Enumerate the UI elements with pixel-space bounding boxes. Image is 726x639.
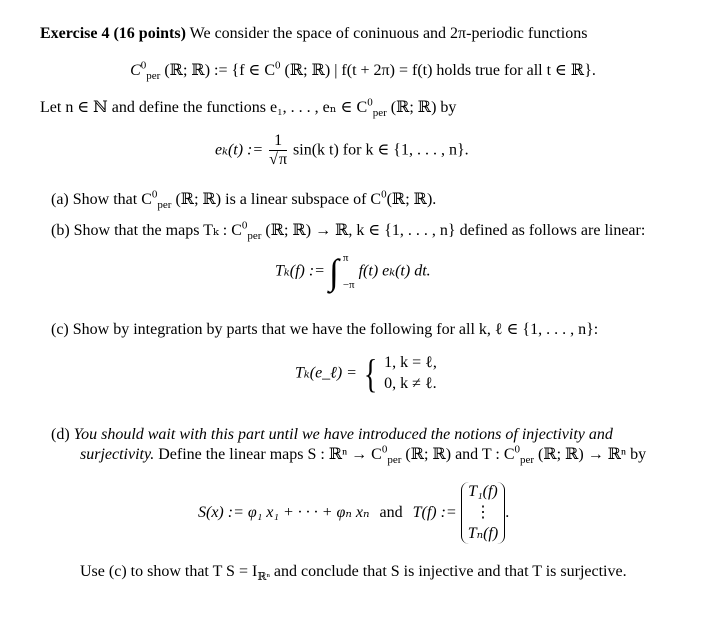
- part-d-line1: (d) You should wait with this part until we have introduced the notions of injectivity and: [51, 426, 613, 443]
- part-a: (a) Show that $C^0_{per}$ (ℝ; ℝ) is a linear subspace of $C^0(ℝ$; ℝ).: [51, 188, 437, 212]
- tk-definition: Tₖ(f) := ∫ π −π f(t) eₖ(t) dt.: [275, 252, 431, 292]
- integral-limits: π −π: [342, 252, 355, 291]
- ek-fraction: $\frac{1}{√\pi}$: [269, 132, 288, 169]
- part-d-line2: surjectivity. Define the linear maps S : ℝⁿ → $C^0_{per}$ (ℝ; ℝ) and T : $C^0_{per}$ (ℝ; ℝ) → ℝⁿ by: [80, 443, 647, 467]
- exercise-heading: Exercise 4 (16 points): [40, 25, 186, 42]
- part-d-conclusion: Use (c) to show that T $S = I_{ℝ^n}$ and conclude that S is injective and that T is surjective.: [80, 563, 627, 584]
- part-b: (b) Show that the maps Tₖ : $C^0_{per}$ (ℝ; ℝ) → ℝ, k ∈ {1, . . . , n} defined as follows are linear:: [51, 219, 646, 243]
- s-t-definitions: S(x) := φ₁ x₁ + · · · + φₙ xₙ and T(f) := T₁(f) ⋮ Tₙ(f) .: [198, 482, 509, 544]
- ek-definition: eₖ(t) := $\frac{1}{√\pi}$ sin(k t) for k ∈ {1, . . . , n}.: [215, 132, 469, 169]
- integral-sign: ∫: [328, 252, 339, 292]
- exercise-intro-text: We consider the space of coninuous and 2π-periodic functions: [189, 25, 588, 42]
- cases: 1, k = ℓ, 0, k ≠ ℓ.: [384, 354, 437, 392]
- t-vector: T₁(f) ⋮ Tₙ(f): [461, 482, 505, 544]
- let-line: Let n ∈ ℕ and define the functions e₁, . . . , eₙ ∈ $C^0_{per}$ (ℝ; ℝ) by: [40, 96, 457, 120]
- cper-definition: $C^0_{per}$ (ℝ; ℝ) := {f ∈ $C^0$ (ℝ; ℝ) | f(t + 2π) = f(t) holds true for all t ∈ ℝ}.: [130, 59, 596, 83]
- part-c: (c) Show by integration by parts that we have the following for all k, ℓ ∈ {1, . . . , n}:: [51, 321, 599, 338]
- exercise-intro: [40, 26, 587, 42]
- left-brace: {: [363, 350, 378, 396]
- tk-el-cases: Tₖ(e_ℓ) = { 1, k = ℓ, 0, k ≠ ℓ.: [295, 350, 437, 396]
